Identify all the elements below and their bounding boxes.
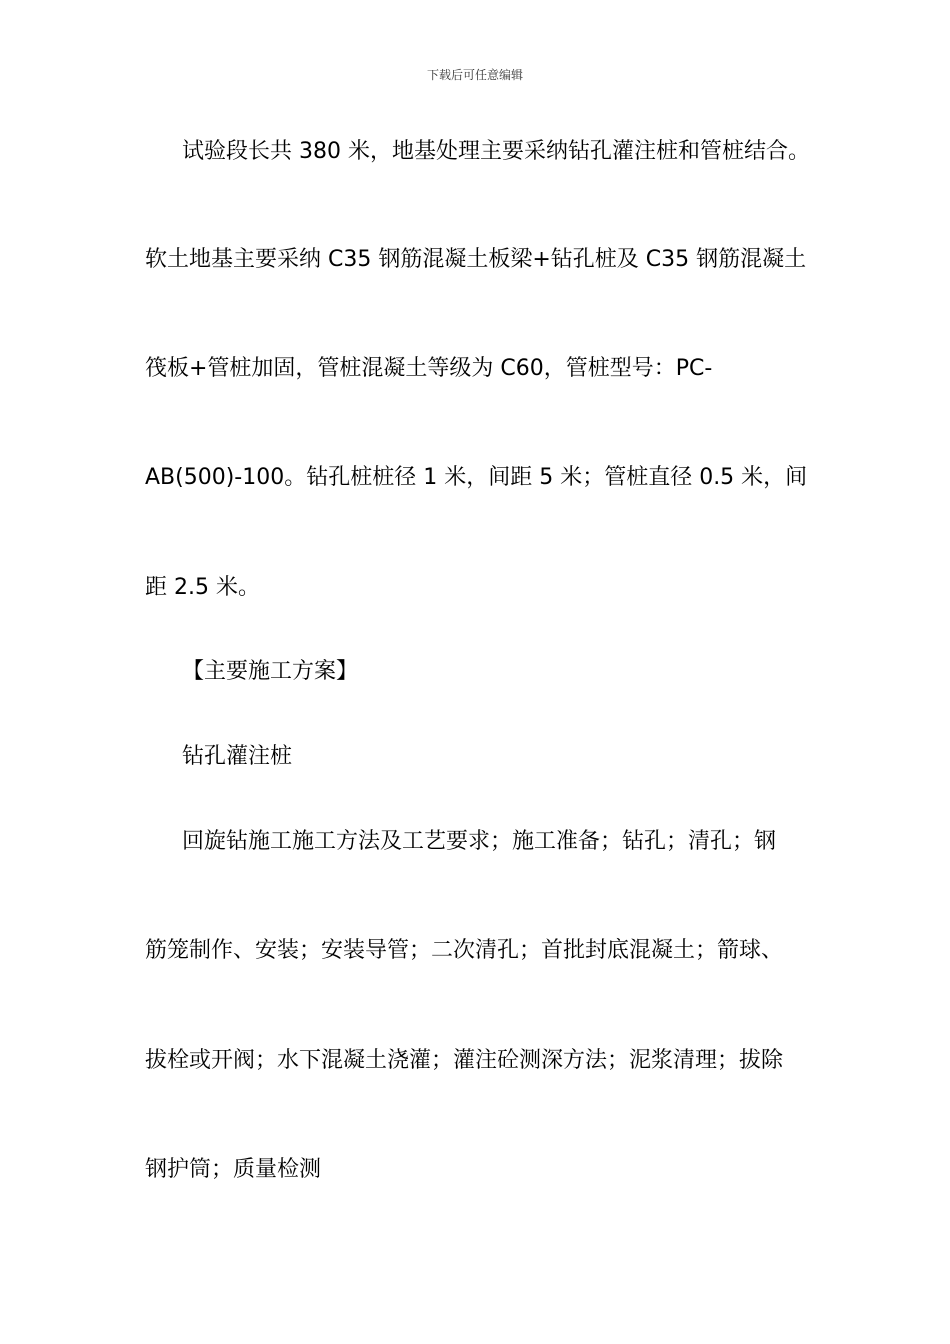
paragraph-line: 软土地基主要采纳 C35 钢筋混凝土板梁+钻孔桩及 C35 钢筋混凝土 xyxy=(145,247,807,272)
paragraph-line: 拔栓或开阀；水下混凝土浇灌；灌注砼测深方法；泥浆清理；拔除 xyxy=(145,1048,784,1073)
paragraph-line: 筏板+管桩加固，管桩混凝土等级为 C60，管桩型号：PC- xyxy=(145,356,713,381)
paragraph-line: 距 2.5 米。 xyxy=(145,575,260,600)
paragraph-line: 回旋钻施工施工方法及工艺要求；施工准备；钻孔；清孔；钢 xyxy=(182,829,777,854)
paragraph-line: 试验段长共 380 米，地基处理主要采纳钻孔灌注桩和管桩结合。 xyxy=(182,139,810,164)
subsection-heading: 钻孔灌注桩 xyxy=(182,744,293,769)
page-header-note: 下载后可任意编辑 xyxy=(426,68,523,82)
paragraph-line: 钢护筒；质量检测 xyxy=(145,1157,322,1182)
paragraph-line: 筋笼制作、安装；安装导管；二次清孔；首批封底混凝土；箭球、 xyxy=(145,938,784,963)
paragraph-line: AB(500)-100。钻孔桩桩径 1 米，间距 5 米；管桩直径 0.5 米，间 xyxy=(145,465,808,490)
section-heading: 【主要施工方案】 xyxy=(182,659,359,684)
